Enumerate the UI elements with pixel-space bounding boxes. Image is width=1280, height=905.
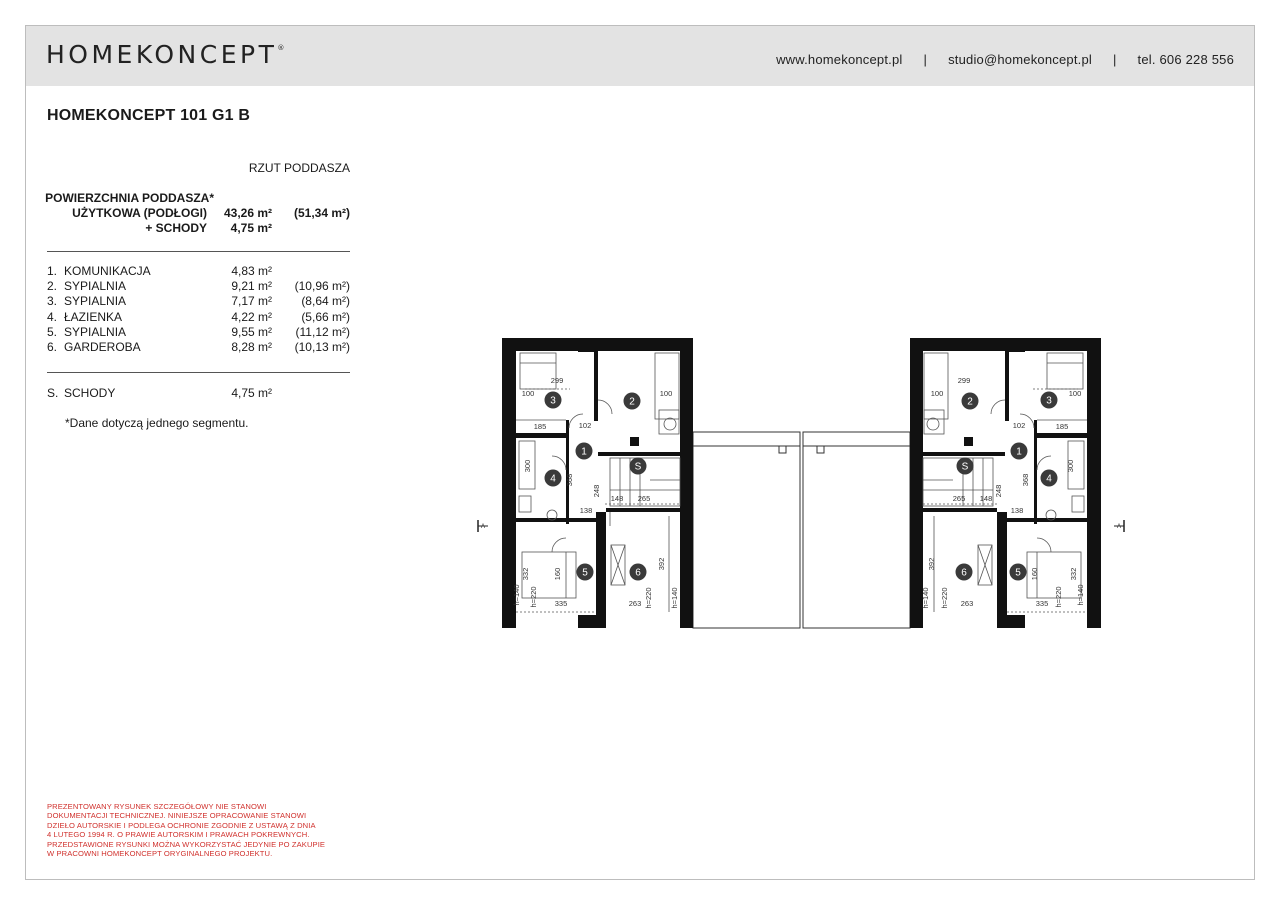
summary-usable-floor: (51,34 m²) [293,206,350,220]
svg-text:S: S [634,461,642,473]
plan-title: RZUT PODDASZA [248,161,350,175]
dimension-label: 102 [1012,421,1026,430]
svg-text:6: 6 [635,567,641,579]
room-marker [545,392,562,409]
contact-separator: | [1112,52,1117,67]
footnote: *Dane dotyczą jednego segmentu. [65,416,249,430]
dimension-label: 248 [994,484,1003,498]
section-mark-left [478,520,488,532]
dimension-label: 300 [523,459,532,473]
roof-connector [693,432,910,628]
svg-text:3: 3 [1046,395,1052,407]
room-row: 3. SYPIALNIA 7,17 m² (8,64 m²) [47,294,350,309]
room-marker [545,470,562,487]
svg-text:4: 4 [550,473,556,485]
svg-text:2: 2 [967,396,973,408]
dimension-label: h=140 [1076,584,1085,606]
svg-text:A: A [1117,524,1122,530]
room-row: 5. SYPIALNIA 9,55 m² (11,12 m²) [47,324,350,339]
dimension-label: 100 [1068,389,1082,398]
dimension-label: h=220 [529,586,538,608]
svg-text:5: 5 [582,567,588,579]
room-row: 4. ŁAZIENKA 4,22 m² (5,66 m²) [47,309,350,324]
registered-mark: ® [277,44,285,52]
phone-link[interactable]: tel. 606 228 556 [1137,52,1234,67]
stairs-row: S. SCHODY 4,75 m² [47,386,272,400]
dimension-label: 265 [952,494,966,503]
dimension-label: 148 [610,494,624,503]
room-marker [1041,392,1058,409]
dimension-label: 263 [960,599,974,608]
segment-right-plan [910,338,1101,628]
dimension-label: 102 [578,421,592,430]
dimension-label: 335 [1035,599,1049,608]
dimension-label: 300 [1066,459,1075,473]
room-row: 6. GARDEROBA 8,28 m² (10,13 m²) [47,339,350,354]
room-marker [956,564,973,581]
svg-text:1: 1 [581,446,587,458]
room-marker [630,564,647,581]
dimension-label: 160 [1030,567,1039,581]
dimension-label: 185 [533,422,547,431]
svg-text:S: S [961,461,969,473]
svg-text:5: 5 [1015,567,1021,579]
dimension-label: 138 [579,506,593,515]
dimension-label: 100 [659,389,673,398]
dimension-label: h=140 [512,584,521,606]
dimension-label: 265 [637,494,651,503]
summary-usable-value: 43,26 m² [223,206,272,220]
legal-notice: PREZENTOWANY RYSUNEK SZCZEGÓŁOWY NIE STANOWI DOKUMENTACJI TECHNICZNEJ. NINIEJSZE OPRACOWANIE STANOWI DZIEŁO AUTORSKIE I PODLEGA OCHRONIE ZGODNIE Z USTAWĄ Z DNIA 4 LUTEGO 1994 R. O PRAWIE AUTORSKIM I PRAWACH POKREWNYCH. PRZEDSTAWIONE RYSUNKI MOŻNA WYKORZYSTAĆ JEDYNIE PO ZAKUPIE W PRACOWNI HOMEKONCEPT ORYGINALNEGO PROJEKTU. [47,802,326,859]
segment-left-plan [502,338,693,628]
dimension-label: 248 [592,484,601,498]
svg-text:3: 3 [550,395,556,407]
room-marker [576,443,593,460]
website-link[interactable]: www.homekoncept.pl [776,52,903,67]
dimension-label: 160 [553,567,562,581]
dimension-label: h=220 [940,587,949,609]
dimension-label: h=220 [644,587,653,609]
summary-heading: POWIERZCHNIA PODDASZA* [45,191,214,205]
dimension-label: 392 [927,557,936,571]
summary-usable-label: UŻYTKOWA (PODŁOGI) [72,206,207,220]
svg-text:A: A [481,524,486,530]
dimension-label: h=140 [921,587,930,609]
dimension-label: 185 [1055,422,1069,431]
dimension-label: 100 [521,389,535,398]
room-marker [1041,470,1058,487]
svg-text:2: 2 [629,396,635,408]
dimension-label: 100 [930,389,944,398]
room-row: 1. KOMUNIKACJA 4,83 m² [47,264,272,278]
contact-separator: | [923,52,928,67]
room-marker [624,393,641,410]
room-marker [1011,443,1028,460]
dimension-label: 332 [521,567,530,581]
dimension-label: 138 [1010,506,1024,515]
dimension-label: h=220 [1054,586,1063,608]
chimney-icon [964,437,973,446]
dimension-label: 335 [554,599,568,608]
chimney-icon [630,437,639,446]
room-marker [1010,564,1027,581]
dimension-label: 368 [565,473,574,487]
section-mark-right [1114,520,1124,532]
room-marker [577,564,594,581]
dimension-label: 392 [657,557,666,571]
summary-stairs-value: 4,75 m² [230,221,272,235]
svg-text:4: 4 [1046,473,1052,485]
dimension-label: 332 [1069,567,1078,581]
brand-logo[interactable]: HOMEKONCEPT® [46,40,285,69]
dimension-label: h=140 [670,587,679,609]
dimension-label: 263 [628,599,642,608]
email-link[interactable]: studio@homekoncept.pl [948,52,1092,67]
room-row: 2. SYPIALNIA 9,21 m² (10,96 m²) [47,279,350,294]
room-marker [957,458,974,475]
dimension-label: 299 [957,376,971,385]
summary-stairs-label: + SCHODY [145,221,207,235]
room-marker [630,458,647,475]
dimension-label: 299 [550,376,564,385]
svg-text:1: 1 [1016,446,1022,458]
svg-text:6: 6 [961,567,967,579]
room-marker [962,393,979,410]
dimension-label: 368 [1021,473,1030,487]
project-title: HOMEKONCEPT 101 G1 B [47,107,251,124]
dimension-label: 148 [979,494,993,503]
